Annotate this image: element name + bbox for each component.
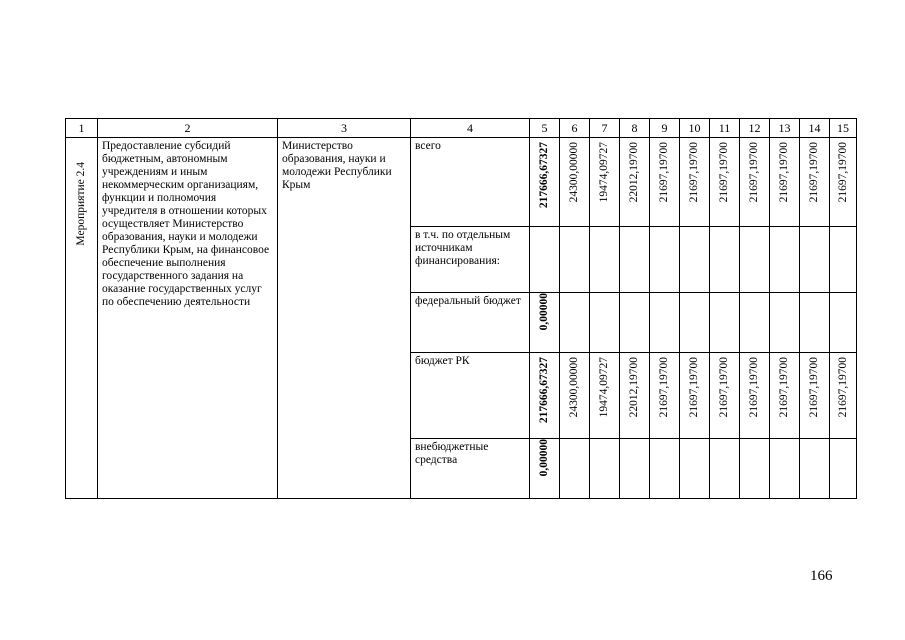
- value: 21697,19700: [658, 142, 670, 203]
- value: 217666,67327: [538, 142, 550, 209]
- value: 21697,19700: [688, 142, 700, 203]
- value: 22012,19700: [628, 357, 640, 418]
- col-header: 14: [800, 119, 830, 138]
- value-cell: [650, 439, 680, 499]
- value-cell: [800, 227, 830, 293]
- source-label: бюджет РК: [415, 355, 470, 367]
- value-cell: [830, 293, 857, 353]
- source-label: федеральный бюджет: [415, 295, 521, 307]
- value: 21697,19700: [688, 357, 700, 418]
- value-cell: [590, 227, 620, 293]
- col-header: 5: [530, 119, 560, 138]
- source-cell: [411, 439, 530, 499]
- col-header: 10: [680, 119, 710, 138]
- value-cell: [830, 138, 857, 227]
- value: 21697,19700: [808, 357, 820, 418]
- col-header: 12: [740, 119, 770, 138]
- value-cell: [590, 138, 620, 227]
- value-cell: [620, 439, 650, 499]
- value: 217666,67327: [538, 357, 550, 424]
- value-cell: [620, 353, 650, 439]
- table-row: [66, 138, 857, 227]
- source-label: внебюджетные средства: [415, 441, 489, 466]
- value-cell: [770, 439, 800, 499]
- value: 0,00000: [538, 439, 550, 477]
- col-header: 8: [620, 119, 650, 138]
- value-cell: [530, 439, 560, 499]
- col-header: 11: [710, 119, 740, 138]
- value: 24300,00000: [568, 142, 580, 203]
- value-cell: [650, 138, 680, 227]
- value-cell: [680, 353, 710, 439]
- value-cell: [800, 293, 830, 353]
- value-cell: [770, 138, 800, 227]
- value: 0,00000: [538, 293, 550, 331]
- value-cell: [710, 439, 740, 499]
- source-cell: [411, 138, 530, 227]
- financing-table: [65, 118, 857, 499]
- value-cell: [650, 293, 680, 353]
- value: 22012,19700: [628, 142, 640, 203]
- value-cell: [800, 353, 830, 439]
- value-cell: [590, 439, 620, 499]
- value-cell: [740, 353, 770, 439]
- source-cell: [411, 353, 530, 439]
- col-header: 3: [278, 119, 411, 138]
- value-cell: [590, 353, 620, 439]
- page-number: 166: [810, 568, 833, 584]
- value: 21697,19700: [836, 142, 849, 203]
- source-label: в т.ч. по отдельным источникам финансирования:: [415, 229, 511, 267]
- col-header: 13: [770, 119, 800, 138]
- source-label: всего: [415, 140, 441, 152]
- value-cell: [770, 293, 800, 353]
- col-header: 9: [650, 119, 680, 138]
- description-text: Предоставление субсидий бюджетным, автономным учреждениям и иным некоммерческим организациям, функции и полномочия учредителя в отношении которых осуществляет Министерство образования, науки и молодежи Республики Крым, на финансовое обеспечение выполнения государственного задания на оказание государственных услуг по обеспечению деятельности: [102, 140, 270, 308]
- value: 21697,19700: [836, 357, 849, 418]
- value-cell: [830, 439, 857, 499]
- value: 21697,19700: [658, 357, 670, 418]
- value: 21697,19700: [808, 142, 820, 203]
- value-cell: [530, 293, 560, 353]
- value-cell: [770, 227, 800, 293]
- value-cell: [530, 138, 560, 227]
- executor-text: Министерство образования, науки и молодежи Республики Крым: [282, 140, 392, 191]
- col-header: 6: [560, 119, 590, 138]
- value-cell: [830, 227, 857, 293]
- value: 19474,09727: [598, 357, 610, 418]
- value-cell: [560, 227, 590, 293]
- description-cell: [98, 138, 278, 499]
- value-cell: [680, 293, 710, 353]
- value-cell: [620, 227, 650, 293]
- value: 21697,19700: [748, 357, 760, 418]
- value-cell: [800, 439, 830, 499]
- value-cell: [680, 227, 710, 293]
- value-cell: [620, 293, 650, 353]
- value-cell: [560, 138, 590, 227]
- value-cell: [740, 138, 770, 227]
- value: 19474,09727: [598, 142, 610, 203]
- executor-cell: [278, 138, 411, 499]
- value-cell: [680, 439, 710, 499]
- col-header: 4: [411, 119, 530, 138]
- col-header: 7: [590, 119, 620, 138]
- value-cell: [710, 293, 740, 353]
- value: 21697,19700: [778, 142, 790, 203]
- value-cell: [800, 138, 830, 227]
- value-cell: [710, 227, 740, 293]
- header-row: [66, 119, 857, 138]
- value-cell: [560, 439, 590, 499]
- value-cell: [740, 293, 770, 353]
- value: 21697,19700: [748, 142, 760, 203]
- value-cell: [530, 353, 560, 439]
- value-cell: [740, 439, 770, 499]
- value-cell: [830, 353, 857, 439]
- value-cell: [620, 138, 650, 227]
- source-cell: [411, 227, 530, 293]
- value: 24300,00000: [568, 357, 580, 418]
- activity-cell: [66, 138, 98, 499]
- activity-label: Мероприятие 2.4: [75, 162, 87, 246]
- value-cell: [740, 227, 770, 293]
- value: 21697,19700: [718, 357, 730, 418]
- col-header: 2: [98, 119, 278, 138]
- value-cell: [770, 353, 800, 439]
- value-cell: [710, 353, 740, 439]
- value: 21697,19700: [778, 357, 790, 418]
- value-cell: [710, 138, 740, 227]
- value-cell: [560, 293, 590, 353]
- value-cell: [650, 353, 680, 439]
- col-header: 15: [830, 119, 857, 138]
- source-cell: [411, 293, 530, 353]
- value-cell: [680, 138, 710, 227]
- value-cell: [530, 227, 560, 293]
- value-cell: [590, 293, 620, 353]
- value-cell: [650, 227, 680, 293]
- value: 21697,19700: [718, 142, 730, 203]
- col-header: 1: [66, 119, 98, 138]
- value-cell: [560, 353, 590, 439]
